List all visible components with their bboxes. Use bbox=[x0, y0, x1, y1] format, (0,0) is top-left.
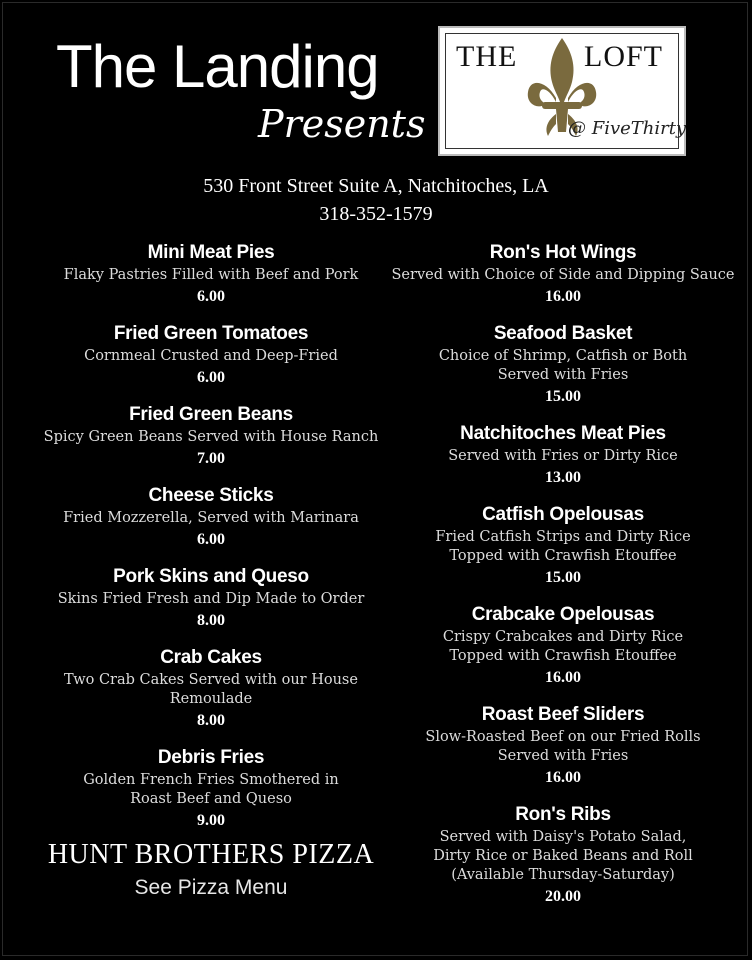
the-loft-logo bbox=[438, 26, 686, 156]
menu-item bbox=[384, 502, 742, 590]
menu-item bbox=[30, 402, 392, 471]
menu-item-name: Mini Meat Pies bbox=[147, 242, 275, 263]
menu-item-description: Skins Fried Fresh and Dip Made to Order bbox=[57, 591, 365, 607]
menu-item bbox=[30, 321, 392, 390]
menu-item bbox=[384, 802, 742, 909]
menu-item-name: Catfish Opelousas bbox=[482, 504, 644, 525]
pizza-section bbox=[30, 836, 392, 902]
menu-item bbox=[30, 483, 392, 552]
menu-item-description: Choice of Shrimp, Catfish or Both Served with Fries bbox=[438, 348, 688, 383]
menu-item bbox=[384, 702, 742, 790]
presents-text: Presents bbox=[258, 102, 426, 146]
menu-item-name: Fried Green Tomatoes bbox=[113, 323, 309, 344]
menu-item-description: Crispy Crabcakes and Dirty Rice Topped with Crawfish Etouffee bbox=[442, 629, 684, 664]
menu-item-name: Seafood Basket bbox=[493, 323, 633, 344]
menu-item-name: Crab Cakes bbox=[160, 647, 262, 668]
menu-item-name: Fried Green Beans bbox=[129, 404, 293, 425]
menu-item-price: 6.00 bbox=[197, 369, 225, 386]
menu-item-description: Golden French Fries Smothered in Roast Beef and Queso bbox=[83, 772, 339, 807]
menu-item-description: Fried Mozzerella, Served with Marinara bbox=[63, 510, 359, 526]
menu-item-name: Roast Beef Sliders bbox=[481, 704, 645, 725]
menu-item-price: 16.00 bbox=[545, 288, 581, 305]
menu-item-price: 6.00 bbox=[197, 531, 225, 548]
menu-item-name: Ron's Ribs bbox=[515, 804, 611, 825]
pizza-subtitle: See Pizza Menu bbox=[134, 876, 288, 899]
menu-item-price: 20.00 bbox=[545, 888, 581, 905]
menu-item-price: 16.00 bbox=[545, 769, 581, 786]
restaurant-title: The Landing bbox=[56, 33, 379, 100]
menu-item-name: Crabcake Opelousas bbox=[471, 604, 655, 625]
menu-item-description: Spicy Green Beans Served with House Ranch bbox=[43, 429, 379, 445]
menu-item-price: 15.00 bbox=[545, 569, 581, 586]
menu-column-right bbox=[384, 240, 742, 921]
menu-item bbox=[30, 564, 392, 633]
menu-item-description: Slow-Roasted Beef on our Fried Rolls Served with Fries bbox=[425, 729, 701, 764]
menu-item-name: Pork Skins and Queso bbox=[113, 566, 309, 587]
menu-item bbox=[384, 240, 742, 309]
menu-item-description: Cornmeal Crusted and Deep-Fried bbox=[84, 348, 338, 364]
pizza-title: HUNT BROTHERS PIZZA bbox=[47, 839, 375, 870]
menu-item-description: Two Crab Cakes Served with our House Remoulade bbox=[64, 672, 358, 707]
menu-item-name: Ron's Hot Wings bbox=[489, 242, 637, 263]
menu-item-price: 8.00 bbox=[197, 612, 225, 629]
street-address: 530 Front Street Suite A, Natchitoches, LA bbox=[203, 175, 549, 197]
logo-loft-text: LOFT bbox=[584, 40, 663, 73]
menu-item bbox=[384, 602, 742, 690]
menu-item bbox=[384, 421, 742, 490]
menu-item bbox=[30, 240, 392, 309]
menu-item-price: 13.00 bbox=[545, 469, 581, 486]
menu-item-description: Served with Daisy's Potato Salad, Dirty Rice or Baked Beans and Roll (Available Thursday-Saturday) bbox=[433, 829, 693, 883]
menu-column-left bbox=[30, 240, 392, 845]
menu-item bbox=[30, 645, 392, 733]
menu-item-price: 15.00 bbox=[545, 388, 581, 405]
menu-item-price: 8.00 bbox=[197, 712, 225, 729]
menu-item-price: 7.00 bbox=[197, 450, 225, 467]
menu-item-price: 6.00 bbox=[197, 288, 225, 305]
menu-item-description: Served with Choice of Side and Dipping Sauce bbox=[391, 267, 735, 283]
menu-item-description: Fried Catfish Strips and Dirty Rice Topped with Crawfish Etouffee bbox=[435, 529, 691, 564]
menu-item bbox=[30, 745, 392, 833]
menu-item-price: 16.00 bbox=[545, 669, 581, 686]
address-block bbox=[0, 172, 752, 228]
menu-item-name: Cheese Sticks bbox=[148, 485, 274, 506]
logo-subtitle: @ FiveThirty bbox=[568, 118, 687, 139]
menu-item bbox=[384, 321, 742, 409]
menu-item-price: 9.00 bbox=[197, 812, 225, 829]
menu-item-description: Served with Fries or Dirty Rice bbox=[448, 448, 678, 464]
phone-number: 318-352-1579 bbox=[319, 203, 433, 225]
menu-item-name: Debris Fries bbox=[157, 747, 265, 768]
logo-the-text: THE bbox=[456, 40, 518, 73]
menu-item-name: Natchitoches Meat Pies bbox=[460, 423, 666, 444]
menu-item-description: Flaky Pastries Filled with Beef and Pork bbox=[63, 267, 359, 283]
